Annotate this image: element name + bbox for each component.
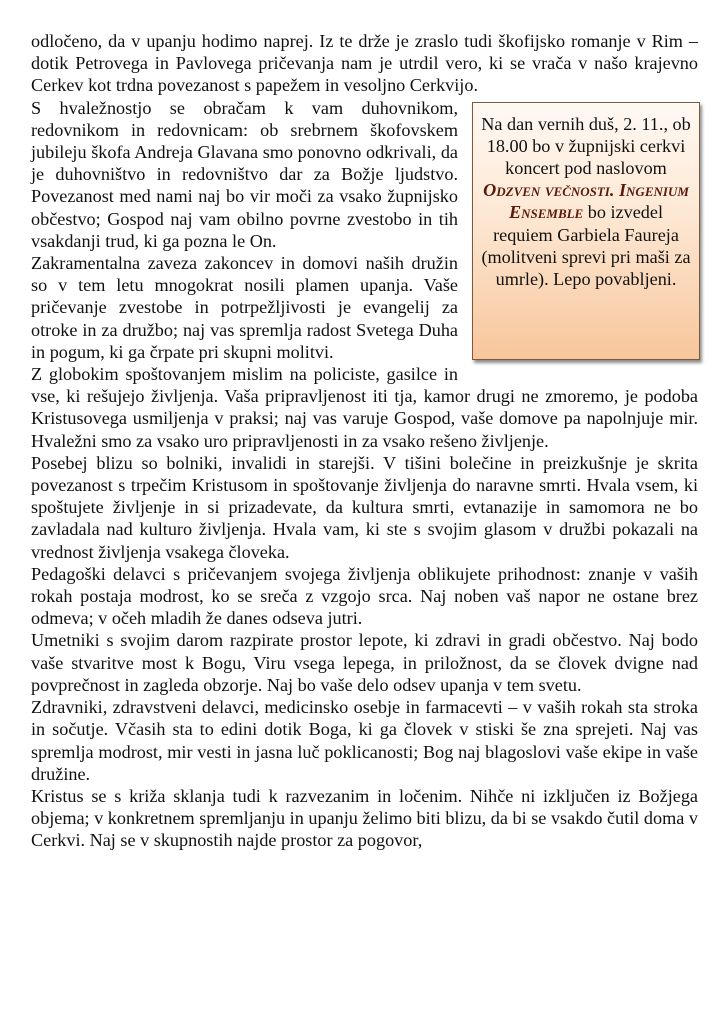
notice-lead: Na dan vernih duš, 2. 11., ob 18.00 bo v župnijski cerkvi koncert pod naslovom xyxy=(481,113,691,179)
concert-notice-box xyxy=(472,102,700,360)
paragraph: odločeno, da v upanju hodimo naprej. Iz te drže je zraslo tudi škofijsko romanje v Rim – dotik Petrovega in Pavlovega pričevanja nam je utrdil vero, ki se vrača v našo krajevno Cerkev kot trdna povezanost s papežem in vesoljno Cerkvijo. xyxy=(31,31,698,96)
paragraph: Pedagoški delavci s pričevanjem svojega življenja oblikujete prihodnost: znanje v vaših rokah postaja modrost, ko se sreča z vzgojo srca. Naj noben vaš napor ne ostane brez odmeva; v očeh mladih že danes odseva jutri. xyxy=(31,563,698,629)
notice-title: Odzven večnosti. xyxy=(483,180,615,201)
paragraph: Kristus se s križa sklanja tudi k razvezanim in ločenim. Nihče ni izključen iz Božjega objema; v konkretnem spremljanju in upanju želimo biti blizu, da bi se vsakdo čutil doma v Cerkvi. Naj se v skupnostih najde prostor za pogovor, xyxy=(31,785,698,851)
paragraph: Zakramentalna zaveza zakoncev in domovi naših družin so v tem letu mnogokrat nosili plamen upanja. Vaše pričevanje zvestobe in potrpežljivosti je evangelij za otroke in za družbo; naj vas spremlja radost Svetega Duha in pogum, ki ga črpate pri skupni molitvi. xyxy=(31,253,458,362)
paragraph: Z globokim spoštovanjem mislim na policiste, gasilce in vse, ki rešujejo življenja. Vaša pripravljenost iti tja, kamor drugi ne zmoremo, je podoba Kristusovega usmiljenja v praksi; naj vas varuje Gospod, vaše domove pa napolnjuje mir. Hvaležni smo za vsako uro pripravljenosti in za vsako rešeno življenje. xyxy=(31,364,698,451)
paragraph: S hvaležnostjo se obračam k vam duhovnikom, redovnikom in redovnicam: ob srebrnem škofovskem jubileju škofa Andreja Glavana smo ponovno odkrivali, da je duhovništvo in redovništvo dar za Božje ljudstvo. Povezanost med nami naj bo vir moči za vsako župnijsko občestvo; Gospod naj vam obilno povrne zvestobo in tih vsakdanji trud, ki ga pozna le On. xyxy=(31,97,458,251)
body-text xyxy=(31,30,698,852)
paragraph: Umetniki s svojim darom razpirate prostor lepote, ki zdravi in gradi občestvo. Naj bodo vaše stvaritve most k Bogu, Viru vsega lepega, in priložnost, da se človek dvigne nad povprečnost in zagleda obzorje. Naj bo vaše delo odsev upanja v tem svetu. xyxy=(31,630,698,695)
paragraph: Zdravniki, zdravstveni delavci, medicinsko osebje in farmacevti – v vaših rokah sta stroka in sočutje. Včasih sta to edini dotik Boga, ki ga človek v stiski še zna sprejeti. Naj vas spremlja modrost, mir vesti in jasna luč poklicanosti; Bog naj blagoslovi vaše ekipe in vaše družine. xyxy=(31,697,698,784)
notice-ensemble: Ingenium Ensemble xyxy=(508,180,689,223)
notice-tail: bo izvedel requiem Garbiela Faureja (molitveni sprevi pri maši za umrle). Lepo povabljeni. xyxy=(481,202,691,290)
paragraph: Posebej blizu so bolniki, invalidi in starejši. V tišini bolečine in preizkušnje je skrita povezanost s trpečim Kristusom in spoštovanje življenja do naravne smrti. Hvala vsem, ki spoštujete življenje in si prizadevate, da kultura smrti, evtanazije in samomora ne bo zavladala nad kulturo življenja. Hvala vam, ki ste s svojim glasom v družbi pokazali na vrednost življenja vsakega človeka. xyxy=(31,452,698,562)
